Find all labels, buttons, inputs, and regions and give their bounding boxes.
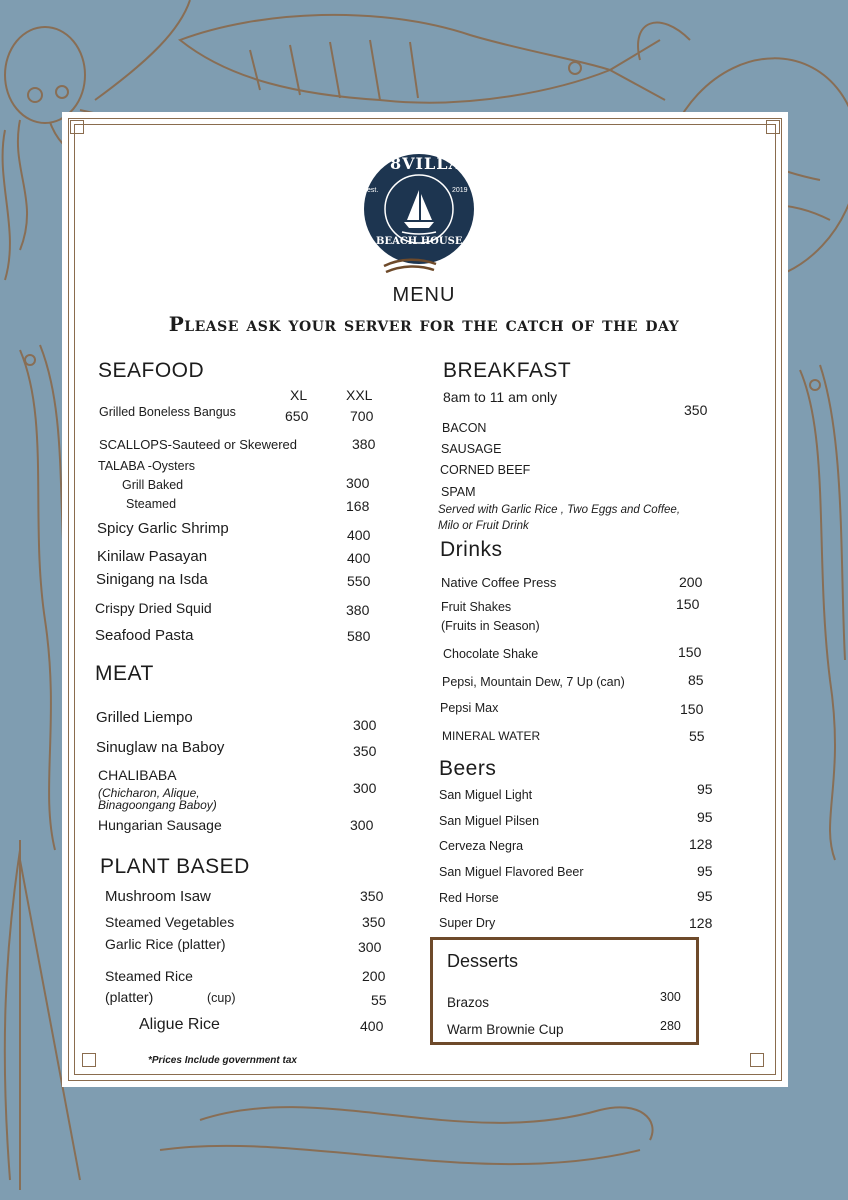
menu-item-price: 300 — [353, 780, 377, 796]
drink-name: (Fruits in Season) — [441, 619, 540, 633]
menu-item-name: Seafood Pasta — [95, 627, 194, 644]
drink-name: Native Coffee Press — [441, 575, 557, 590]
menu-item-price: 350 — [360, 888, 384, 904]
beer-price: 128 — [689, 836, 713, 852]
menu-item-name: Steamed Rice — [105, 968, 193, 984]
menu-item-price: 300 — [353, 717, 377, 733]
fish-illustration — [180, 15, 665, 103]
menu-item-price: 400 — [360, 1018, 384, 1034]
menu-item-price: 350 — [362, 914, 386, 930]
menu-item-price: 550 — [347, 573, 371, 589]
menu-item-name: Aligue Rice — [139, 1016, 220, 1033]
dessert-name: Brazos — [447, 995, 490, 1010]
drink-price: 200 — [679, 574, 703, 590]
corner-ornament — [82, 1053, 96, 1067]
menu-item-name: Grilled Liempo — [96, 709, 193, 726]
logo-brand-bottom: BEACH HOUSE — [376, 236, 463, 247]
breakfast-item: BACON — [442, 421, 487, 435]
desserts-heading: Desserts — [447, 951, 519, 971]
menu-item-name: Crispy Dried Squid — [95, 600, 212, 616]
beer-name: San Miguel Light — [439, 788, 533, 802]
menu-item-name: Sinigang na Isda — [96, 571, 208, 588]
beers-heading: Beers — [439, 757, 497, 780]
corner-ornament — [750, 1053, 764, 1067]
breakfast-note: Milo or Fruit Drink — [438, 520, 529, 532]
menu-item-note: (Chicharon, Alique, — [98, 786, 200, 800]
menu-subtitle: Please ask your server for the catch of the day — [168, 312, 680, 336]
menu-item-price: 400 — [347, 527, 371, 543]
beer-price: 95 — [697, 888, 713, 904]
menu-item-name: CHALIBABA — [98, 767, 177, 783]
dessert-price: 280 — [660, 1019, 681, 1033]
menu-item-name: Steamed Vegetables — [105, 914, 235, 930]
menu-item-price-xl: 650 — [285, 408, 309, 424]
beer-name: San Miguel Pilsen — [439, 814, 540, 828]
bottom-eel-illustration — [160, 1107, 653, 1164]
wave-swirl-icon — [380, 258, 440, 276]
meat-heading: MEAT — [95, 662, 154, 685]
drink-price: 55 — [689, 728, 705, 744]
menu-item-price: 200 — [362, 968, 386, 984]
menu-item-price: 300 — [346, 475, 370, 491]
breakfast-note: Served with Garlic Rice , Two Eggs and Coffee, — [438, 504, 681, 516]
logo-est: est. — [367, 187, 379, 194]
menu-item-name: Spicy Garlic Shrimp — [97, 520, 229, 537]
breakfast-item: SAUSAGE — [441, 442, 502, 456]
beer-price: 128 — [689, 915, 713, 931]
menu-item-price: 300 — [358, 939, 382, 955]
menu-item-name: (cup) — [207, 991, 236, 1005]
drink-name: Fruit Shakes — [441, 600, 512, 614]
menu-item-name: Grill Baked — [122, 478, 184, 492]
drink-name: Pepsi Max — [440, 701, 499, 715]
corner-ornament — [70, 120, 84, 134]
drink-name: Chocolate Shake — [443, 647, 539, 661]
seafood-heading: SEAFOOD — [98, 359, 205, 382]
beer-name: Cerveza Negra — [439, 839, 524, 853]
size-xl-label: XL — [290, 387, 308, 403]
breakfast-item: CORNED BEEF — [440, 463, 531, 477]
logo-brand-top: 8VILLA — [390, 154, 462, 173]
menu-item-name: Sinuglaw na Baboy — [96, 739, 225, 756]
menu-title: MENU — [392, 284, 456, 306]
breakfast-hours: 8am to 11 am only — [443, 389, 558, 405]
corner-ornament — [766, 120, 780, 134]
menu-item-price: 400 — [347, 550, 371, 566]
menu-item-name: Garlic Rice (platter) — [105, 936, 226, 952]
beer-name: San Miguel Flavored Beer — [439, 865, 584, 879]
tax-footnote: *Prices Include government tax — [148, 1055, 297, 1066]
beer-price: 95 — [697, 809, 713, 825]
drink-name: MINERAL WATER — [442, 729, 541, 743]
breakfast-item: SPAM — [441, 485, 476, 499]
menu-item-note: Binagoongang Baboy) — [98, 798, 217, 812]
menu-item-price-xxl: 700 — [350, 408, 374, 424]
drinks-heading: Drinks — [440, 538, 503, 561]
logo-year: 2019 — [452, 187, 468, 194]
right-eel-illustration — [800, 365, 845, 860]
menu-item-name: Mushroom Isaw — [105, 888, 211, 905]
menu-item-price: 300 — [350, 817, 374, 833]
menu-item-name: Grilled Boneless Bangus — [99, 405, 236, 419]
menu-item-name: (platter) — [105, 989, 154, 1005]
drink-price: 150 — [680, 701, 704, 717]
drink-price: 150 — [678, 644, 702, 660]
menu-item-price: 350 — [353, 743, 377, 759]
plant-based-heading: PLANT BASED — [100, 855, 250, 878]
beer-name: Red Horse — [439, 891, 499, 905]
dessert-name: Warm Brownie Cup — [447, 1022, 564, 1037]
menu-item-name: SCALLOPS-Sauteed or Skewered — [99, 437, 297, 452]
drink-price: 150 — [676, 596, 700, 612]
menu-item-price: 168 — [346, 498, 370, 514]
beer-price: 95 — [697, 781, 713, 797]
beer-price: 95 — [697, 863, 713, 879]
breakfast-heading: BREAKFAST — [443, 359, 572, 382]
menu-item-name: Steamed — [126, 497, 177, 511]
breakfast-price: 350 — [684, 402, 708, 418]
menu-item-name: Hungarian Sausage — [98, 817, 222, 833]
menu-item-price: 380 — [352, 436, 376, 452]
size-xxl-label: XXL — [346, 387, 373, 403]
beer-name: Super Dry — [439, 916, 496, 930]
menu-item-name: TALABA -Oysters — [98, 459, 196, 473]
dessert-price: 300 — [660, 990, 681, 1004]
drink-name: Pepsi, Mountain Dew, 7 Up (can) — [442, 675, 625, 689]
menu-item-price: 580 — [347, 628, 371, 644]
menu-item-price: 380 — [346, 602, 370, 618]
menu-item-name: Kinilaw Pasayan — [97, 548, 208, 565]
drink-price: 85 — [688, 672, 704, 688]
menu-item-price: 55 — [371, 992, 387, 1008]
